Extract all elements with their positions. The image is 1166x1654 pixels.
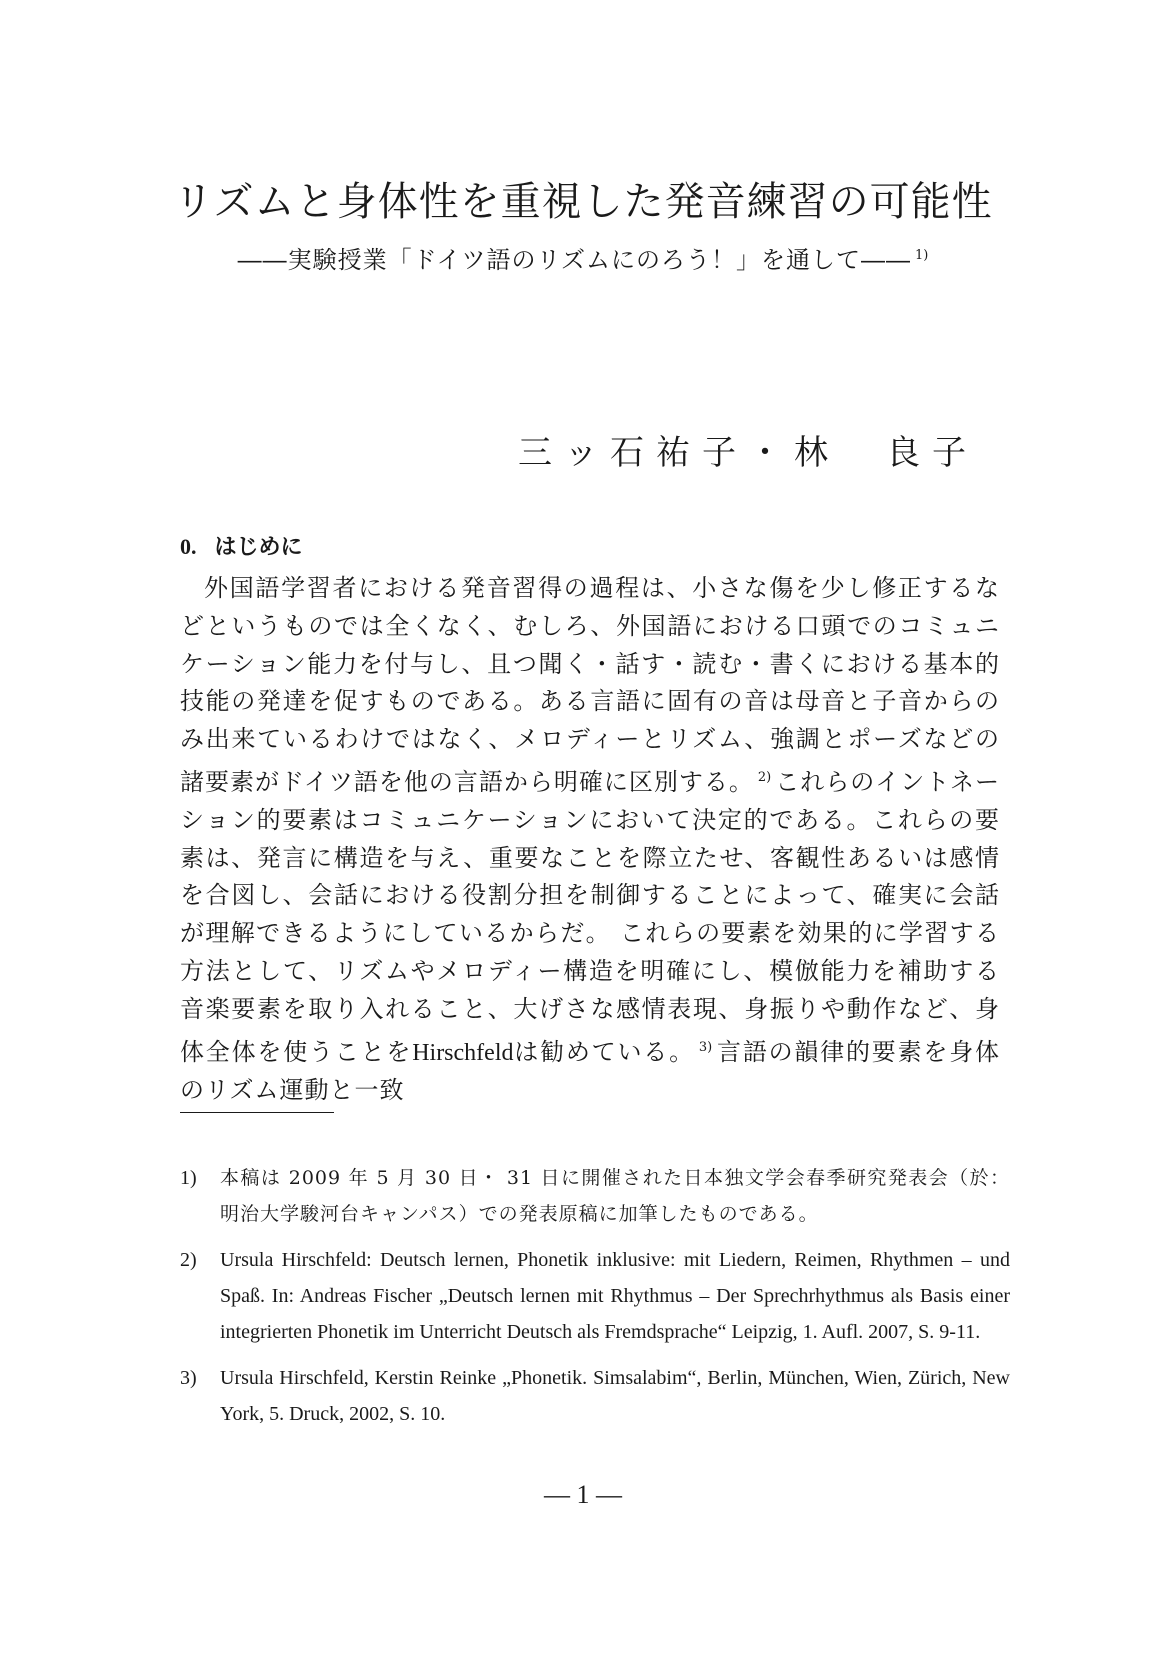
body-text-part2: これらのイントネーション的要素はコミュニケーションにおいて決定的である。これらの要素は、発言に構造を与え、重要なことを際立たせ、客観性あるいは感情を合図し、会話における役割分担を制御することによって、確実に会話が理解できるようにしているからだ。 これらの要素を効果的に学習する方法として、リズムやメロディー構造を明確にし、模倣能力を補助する音楽要素を取り入れること、大げさな感情表現、身振りや動作など、身体全体を使うことを bbox=[180, 767, 1000, 1066]
body-text-part1: 外国語学習者における発音習得の過程は、小さな傷を少し修正するなどというものでは全くなく、むしろ、外国語における口頭でのコミュニケーション能力を付与し、且つ聞く・話す・読む・書くにおける基本的技能の発達を促すものである。ある言語に固有の音は母音と子音からのみ出来ているわけではなく、メロディーとリズム、強調とポーズなどの諸要素がドイツ語を他の言語から明確に区別する。 bbox=[180, 574, 1000, 796]
body-text-part3: は勧めている。 bbox=[513, 1037, 695, 1066]
section-title: はじめに bbox=[214, 534, 303, 560]
footnote-item bbox=[180, 1242, 1010, 1350]
footnotes-list bbox=[180, 1160, 1010, 1442]
body-text-part4: 言語の韻律的要素を身体のリズム運動と一致 bbox=[180, 1037, 1001, 1105]
body-paragraph bbox=[180, 570, 1000, 1110]
paper-authors: 三ッ石祐子・林 良子 bbox=[518, 433, 978, 473]
footnote-separator bbox=[180, 1112, 334, 1113]
footnote-number: 3) bbox=[180, 1367, 197, 1389]
footnote-item bbox=[180, 1360, 1010, 1432]
page-number: ― 1 ― bbox=[544, 1480, 622, 1509]
body-footnote-ref-3: 3) bbox=[698, 1039, 713, 1055]
body-footnote-ref-2: 2) bbox=[757, 769, 772, 785]
paper-subtitle bbox=[0, 240, 1166, 275]
body-author-name: Hirschfeld bbox=[412, 1039, 514, 1066]
section-number: 0. bbox=[180, 534, 197, 559]
section-heading bbox=[180, 530, 303, 561]
footnote-text: 本稿は 2009 年 5 月 30 日・ 31 日に開催された日本独文学会春季研究発表会（於：明治大学駿河台キャンパス）での発表原稿に加筆したものである。 bbox=[220, 1167, 1010, 1225]
subtitle-text: ――実験授業「ドイツ語のリズムにのろう！」を通して―― bbox=[237, 246, 911, 274]
footnote-number: 1) bbox=[180, 1167, 197, 1189]
footnote-item bbox=[180, 1160, 1010, 1232]
footnote-text: Ursula Hirschfeld, Kerstin Reinke „Phonetik. Simsalabim“, Berlin, München, Wien, Zürich, New York, 5. Druck, 2002, S. 10. bbox=[220, 1367, 1010, 1425]
footnote-number: 2) bbox=[180, 1249, 197, 1271]
paper-title: リズムと身体性を重視した発音練習の可能性 bbox=[173, 179, 993, 225]
subtitle-footnote-ref: 1) bbox=[914, 248, 929, 263]
footnote-text: Ursula Hirschfeld: Deutsch lernen, Phonetik inklusive: mit Liedern, Reimen, Rhythmen – und Spaß. In: Andreas Fischer „Deutsch lernen mit Rhythmus – Der Sprechrhythmus als Basis einer integrierten Phonetik im Unterricht Deutsch als Fremdsprache“ Leipzig, 1. Aufl. 2007, S. 9-11. bbox=[220, 1249, 1010, 1343]
